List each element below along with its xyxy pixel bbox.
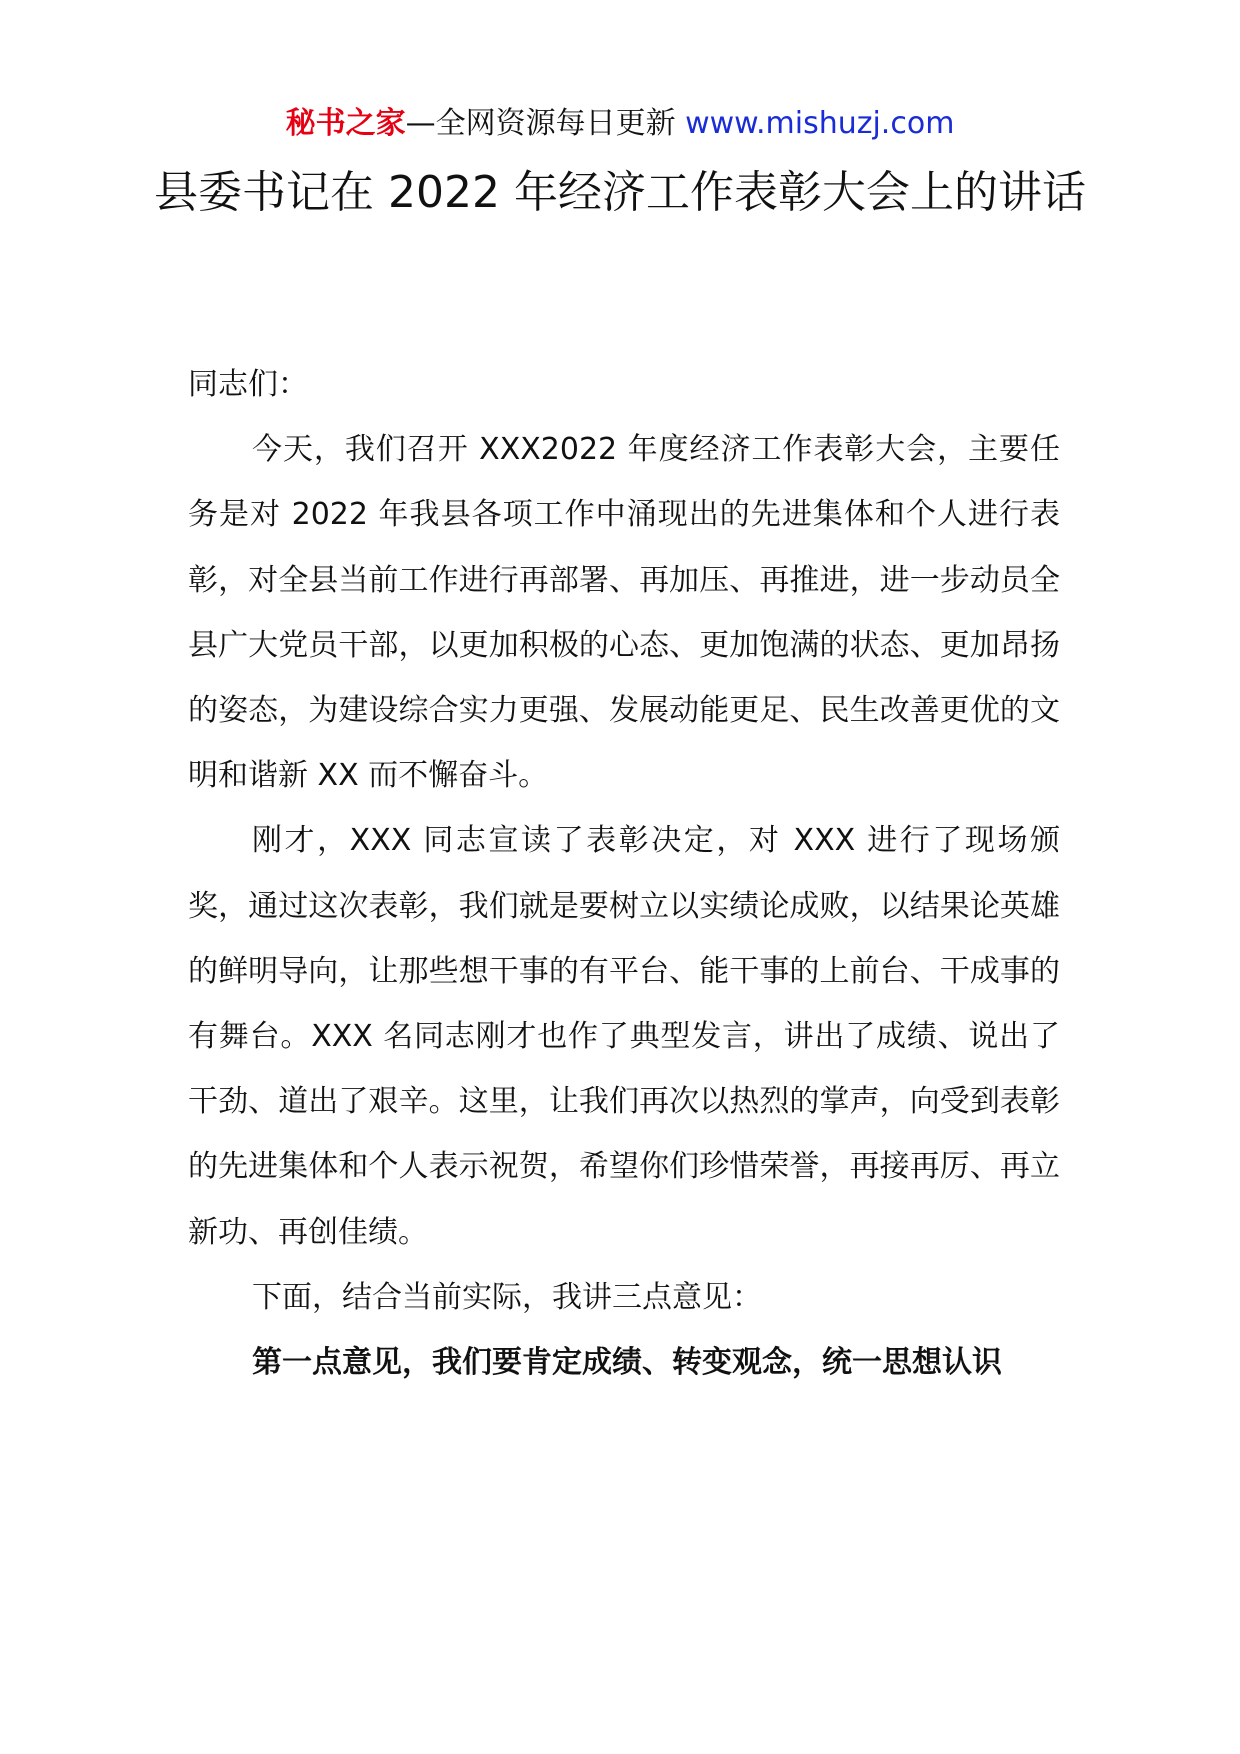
paragraph: 刚才，XXX 同志宣读了表彰决定，对 XXX 进行了现场颁奖，通过这次表彰，我们就是要树立以实绩论成败，以结果论英雄的鲜明导向，让那些想干事的有平台、能干事的上前台、干成事的有舞台。XXX 名同志刚才也作了典型发言，讲出了成绩、说出了干劲、道出了艰辛。这里，让我们再次以热烈的掌声，向受到表彰的先进集体和个人表示祝贺，希望你们珍惜荣誉，再接再厉、再立新功、再创佳绩。 <box>188 823 1060 1250</box>
site-header <box>0 102 1240 146</box>
paragraph: 今天，我们召开 XXX2022 年度经济工作表彰大会，主要任务是对 2022 年我县各项工作中涌现出的先进集体和个人进行表彰，对全县当前工作进行再部署、再加压、再推进，进一步动员全县广大党员干部，以更加积极的心态、更加饱满的状态、更加昂扬的姿态，为建设综合实力更强、发展动能更足、民生改善更优的文明和谐新 XX 而不懈奋斗。 <box>188 432 1060 794</box>
paragraph: 下面，结合当前实际，我讲三点意见： <box>252 1279 762 1315</box>
document-body <box>188 352 1060 1395</box>
salutation: 同志们： <box>188 367 308 402</box>
site-url-link[interactable]: www.mishuzj.com <box>675 106 955 141</box>
brand-name: 秘书之家 <box>285 106 406 141</box>
document-title: 县委书记在 2022 年经济工作表彰大会上的讲话 <box>154 167 1086 218</box>
section-heading: 第一点意见，我们要肯定成绩、转变观念，统一思想认识 <box>252 1345 1002 1381</box>
header-slogan: —全网资源每日更新 <box>405 106 676 141</box>
